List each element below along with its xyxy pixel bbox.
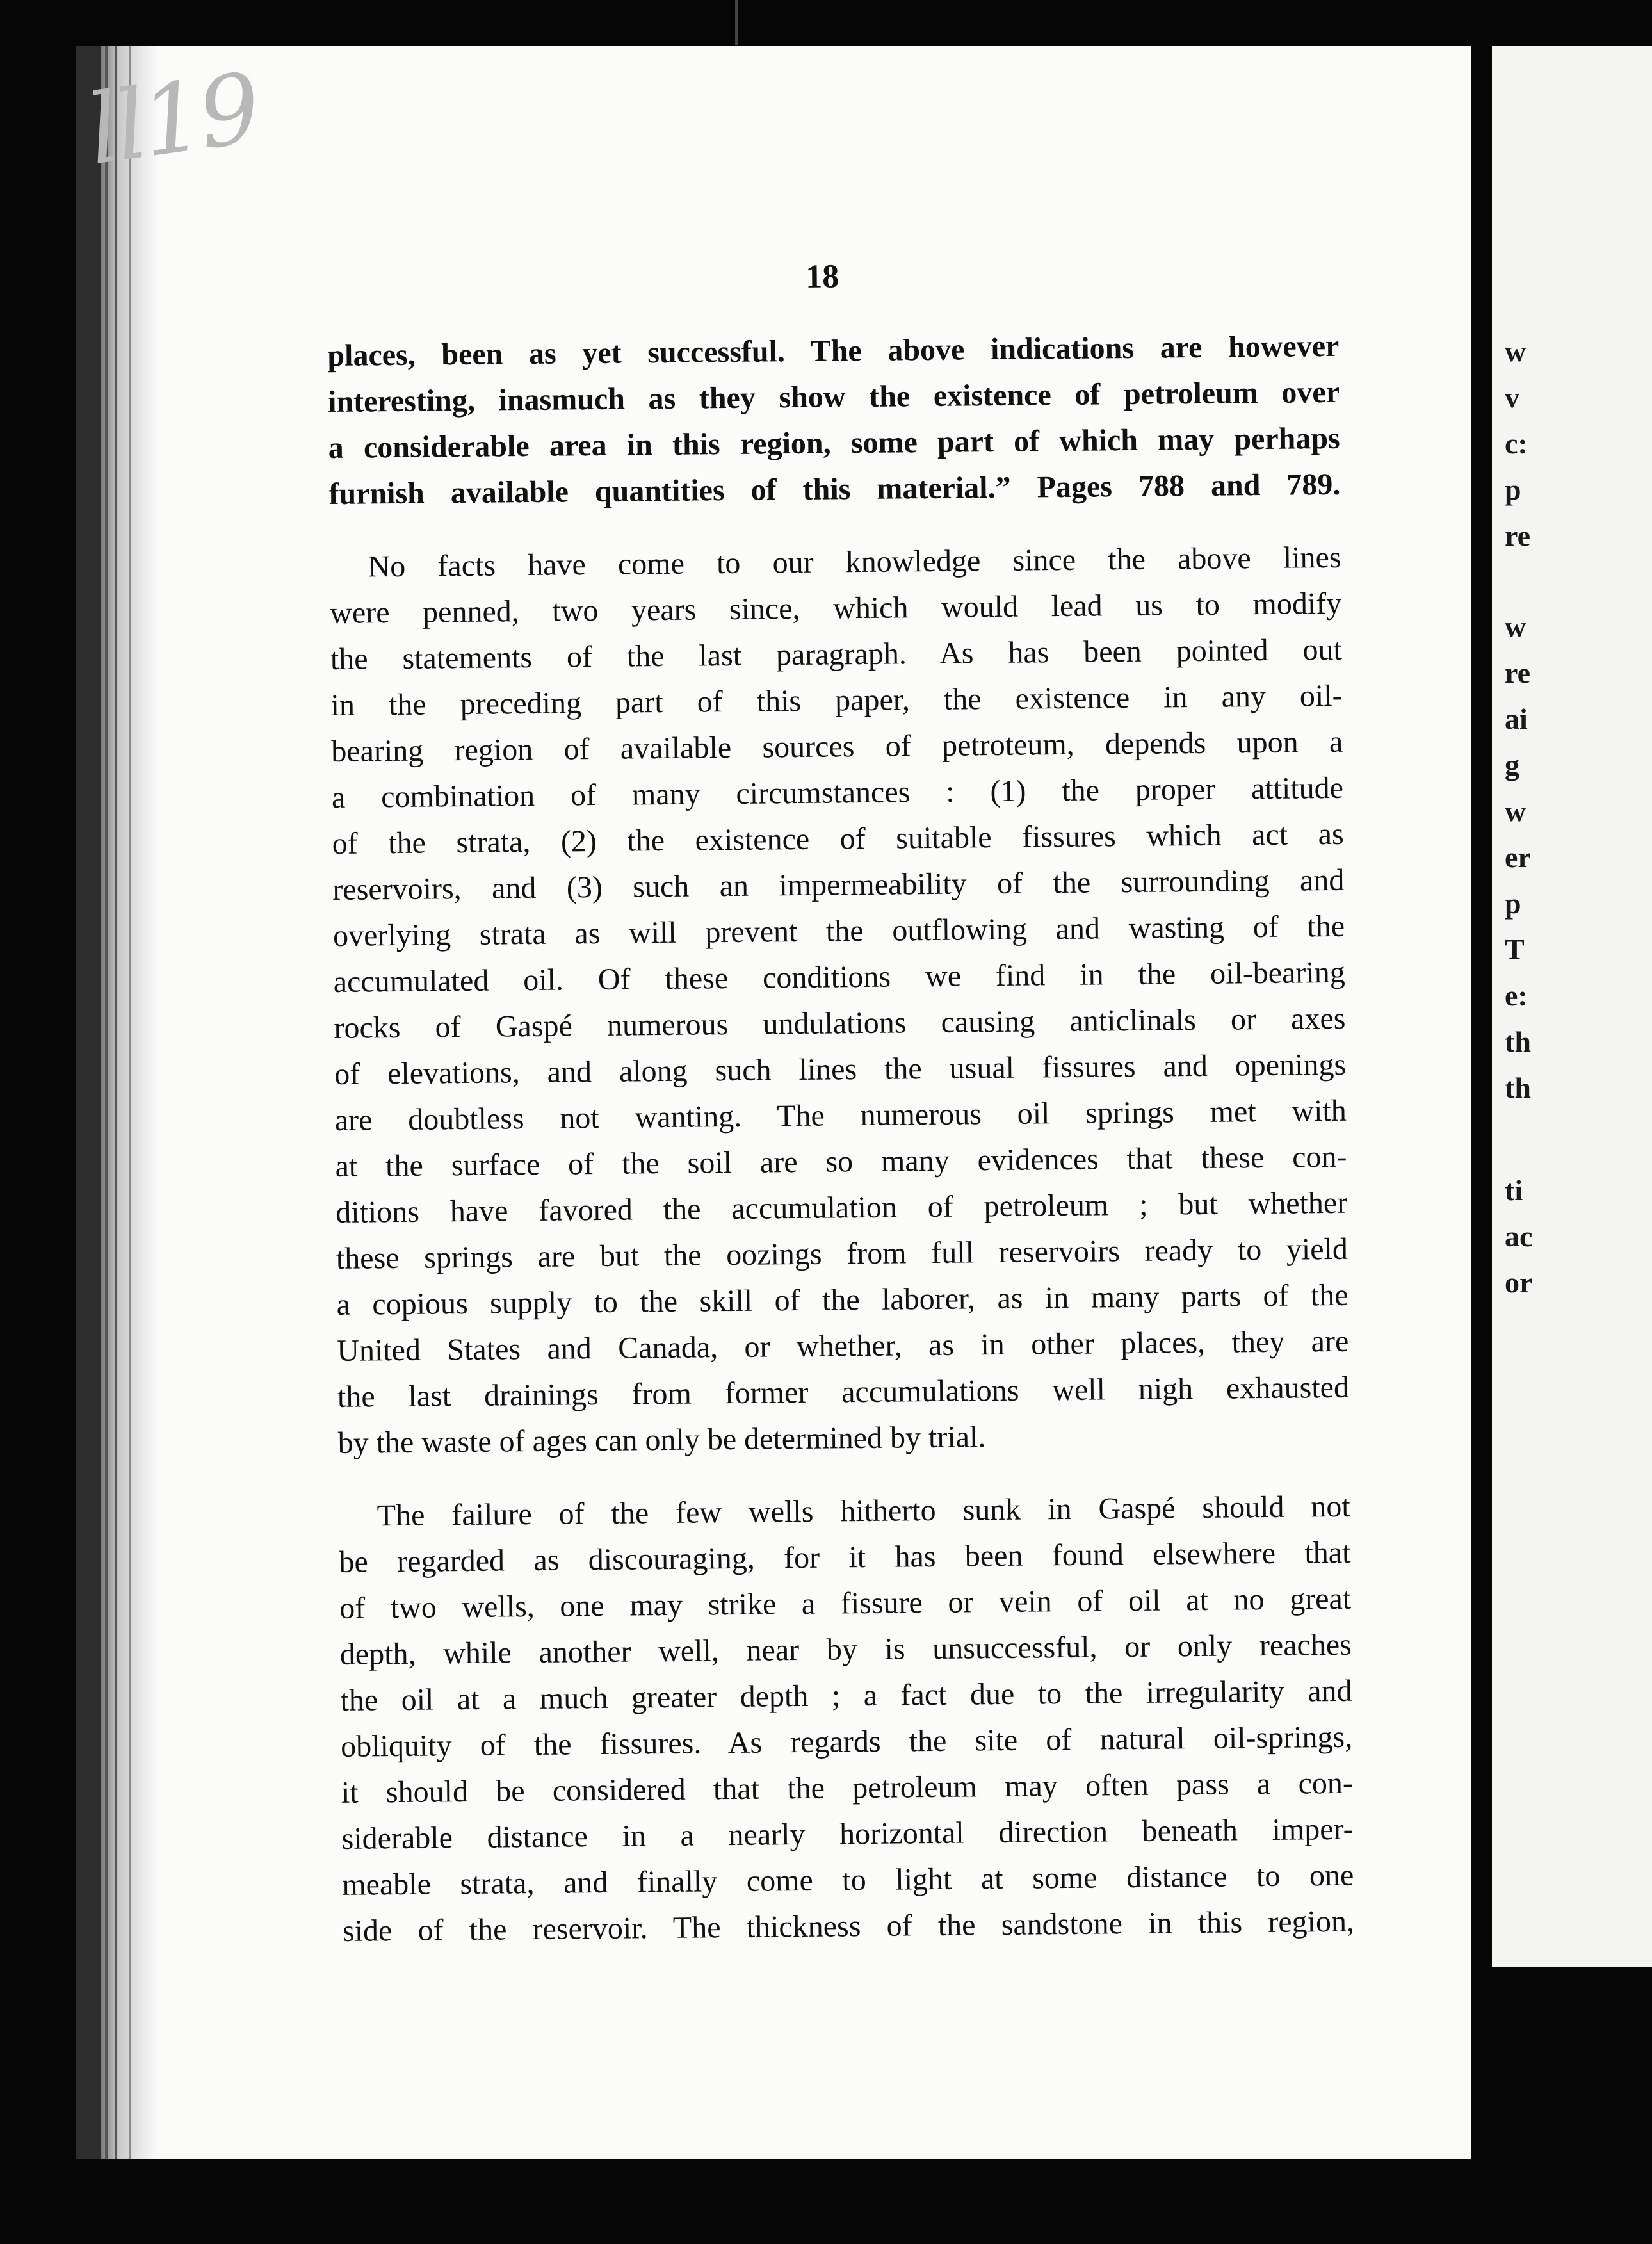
facing-page-text: ai (1505, 703, 1528, 735)
text-line: a copious supply to the skill of the laborer, as in many parts of the (336, 1278, 1348, 1322)
text-line: of the strata, (2) the existence of suitable fissures which act as (332, 817, 1344, 861)
text-line: the oil at a much greater depth ; a fact due to the irregularity and (340, 1673, 1352, 1718)
gutter-line (105, 46, 108, 2159)
text-line: United States and Canada, or whether, as in other places, they are (337, 1324, 1349, 1368)
text-line: obliquity of the fissures. As regards the site of natural oil-springs, (340, 1720, 1353, 1764)
text-line: a combination of many circumstances : (1) the proper attitude (331, 770, 1344, 815)
facing-page-text: v (1505, 381, 1519, 414)
text-line: The failure of the few wells hitherto sunk in Gaspé should not (377, 1489, 1350, 1533)
text-line: ditions have favored the accumulation of petroleum ; but whether (335, 1185, 1348, 1230)
text-line: these springs are but the oozings from full reservoirs ready to yield (336, 1232, 1348, 1276)
text-line: depth, while another well, near by is unsuccessful, or only reaches (339, 1627, 1352, 1671)
text-line: be regarded as discouraging, for it has been found elsewhere that (339, 1535, 1351, 1579)
text-line: rocks of Gaspé numerous undulations causing anticlinals or axes (334, 1001, 1346, 1045)
facing-page-edge (1492, 46, 1652, 1967)
text-line: of two wells, one may strike a fissure or vein of oil at no great (339, 1581, 1352, 1625)
text-line: side of the reservoir. The thickness of the sandstone in this region, (342, 1904, 1355, 1948)
facing-page-text: p (1505, 473, 1521, 506)
facing-page-text: c: (1505, 427, 1528, 460)
text-line: No facts have come to our knowledge since the above lines (368, 540, 1341, 584)
text-line: by the waste of ages can only be determined by trial. (337, 1420, 986, 1460)
text-line: in the preceding part of this paper, the existence in any oil- (330, 678, 1343, 722)
gutter-line (129, 46, 131, 2159)
facing-page-text: re (1505, 656, 1531, 689)
text-line: were penned, two years since, which would lead us to modify (330, 586, 1342, 630)
text-line: meable strata, and finally come to light at some distance to one (342, 1858, 1354, 1902)
facing-page-text: p (1505, 887, 1521, 920)
handwritten-margin-mark: ll19 (81, 53, 264, 187)
facing-page-text: th (1505, 1071, 1531, 1104)
facing-page-text: w (1505, 795, 1526, 827)
text-line: the last drainings from former accumulations well nigh exhausted (337, 1370, 1350, 1414)
text-line: furnish available quantities of this material.” Pages 788 and 789. (328, 467, 1341, 511)
facing-page-text: w (1505, 335, 1526, 368)
text-line: a considerable area in this region, some part of which may perhaps (328, 421, 1340, 465)
text-line: overlying strata as will prevent the outflowing and wasting of the (332, 909, 1345, 953)
facing-page-text: ac (1505, 1220, 1533, 1253)
facing-page-text: th (1505, 1025, 1531, 1058)
facing-page-text: T (1505, 933, 1525, 966)
text-line: it should be considered that the petroleum may often pass a con- (341, 1766, 1354, 1810)
facing-page-text: er (1505, 841, 1531, 874)
facing-page-text: or (1505, 1266, 1533, 1299)
facing-page-text: ti (1505, 1174, 1523, 1207)
scan-artifact-tick (735, 0, 738, 45)
text-line: of elevations, and along such lines the usual fissures and openings (334, 1047, 1347, 1091)
facing-page-text: re (1505, 519, 1531, 552)
gutter-line (115, 46, 117, 2159)
text-line: bearing region of available sources of petroteum, depends upon a (331, 724, 1343, 768)
text-line: at the surface of the soil are so many evidences that these con- (335, 1139, 1347, 1183)
page-number: 18 (805, 258, 839, 295)
facing-page-text: g (1505, 749, 1519, 781)
facing-page-text: e: (1505, 979, 1528, 1012)
text-line: siderable distance in a nearly horizontal direction beneath imper- (341, 1812, 1354, 1856)
text-line: interesting, inasmuch as they show the existence of petroleum over (327, 375, 1340, 419)
text-line: accumulated oil. Of these conditions we find in the oil-bearing (333, 955, 1345, 999)
text-line: reservoirs, and (3) such an impermeability of the surrounding and (332, 863, 1345, 907)
text-line: the statements of the last paragraph. As has been pointed out (330, 632, 1343, 676)
facing-page-text: w (1505, 610, 1526, 643)
text-line: are doubtless not wanting. The numerous oil springs met with (334, 1093, 1347, 1137)
text-line: places, been as yet successful. The above indications are however (327, 329, 1340, 373)
